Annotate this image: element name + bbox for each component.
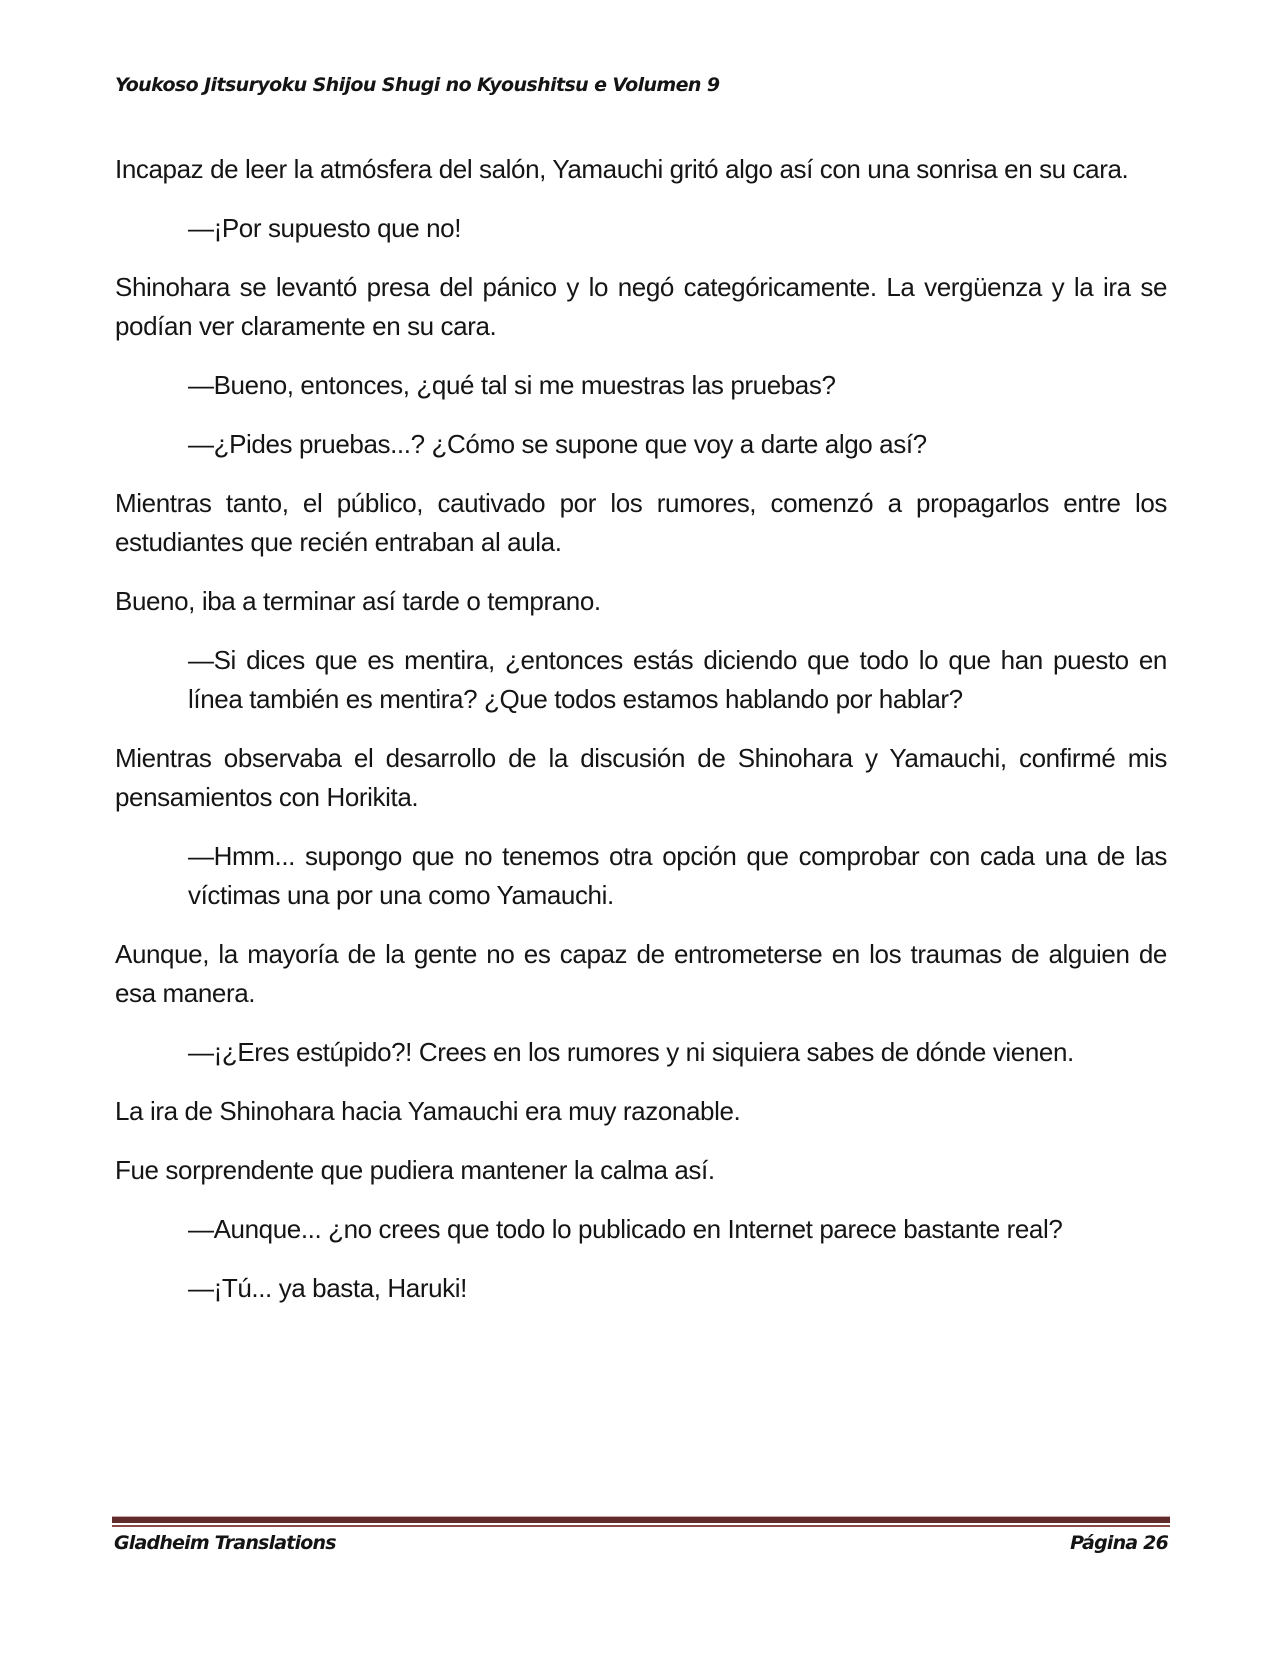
paragraph-narration: Fue sorprendente que pudiera mantener la calma así.	[115, 1155, 715, 1185]
paragraph-narration: La ira de Shinohara hacia Yamauchi era muy razonable.	[115, 1096, 741, 1126]
footer-rule-thin-bottom	[112, 1525, 1170, 1527]
paragraph-dialogue: —Hmm... supongo que no tenemos otra opción que comprobar con cada una de las víctimas una por una como Yamauchi.	[188, 841, 1167, 910]
paragraph-dialogue: —¡Tú... ya basta, Haruki!	[188, 1273, 467, 1303]
running-header: Youkoso Jitsuryoku Shijou Shugi no Kyoushitsu e Volumen 9	[115, 74, 720, 96]
paragraph-narration: Shinohara se levantó presa del pánico y lo negó categóricamente. La vergüenza y la ira se podían ver claramente en su cara.	[115, 272, 1167, 341]
paragraph-dialogue: —Aunque... ¿no crees que todo lo publicado en Internet parece bastante real?	[188, 1214, 1063, 1244]
paragraph-narration: Mientras observaba el desarrollo de la discusión de Shinohara y Yamauchi, confirmé mis pensamientos con Horikita.	[115, 743, 1167, 812]
paragraph-narration: Incapaz de leer la atmósfera del salón, Yamauchi gritó algo así con una sonrisa en su cara.	[115, 154, 1129, 184]
paragraph-dialogue: —Si dices que es mentira, ¿entonces estás diciendo que todo lo que han puesto en línea también es mentira? ¿Que todos estamos hablando por hablar?	[188, 645, 1167, 714]
footer-publisher: Gladheim Translations	[114, 1532, 336, 1554]
paragraph-narration: Aunque, la mayoría de la gente no es capaz de entrometerse en los traumas de alguien de esa manera.	[115, 939, 1167, 1008]
paragraph-dialogue: —Bueno, entonces, ¿qué tal si me muestras las pruebas?	[188, 370, 836, 400]
footer-rule	[112, 1516, 1170, 1528]
paragraph-dialogue: —¿Pides pruebas...? ¿Cómo se supone que voy a darte algo así?	[188, 429, 927, 459]
footer-page-number: Página 26	[1070, 1532, 1168, 1554]
paragraph-narration: Mientras tanto, el público, cautivado por los rumores, comenzó a propagarlos entre los estudiantes que recién entraban al aula.	[115, 488, 1167, 557]
paragraph-dialogue: —¡¿Eres estúpido?! Crees en los rumores y ni siquiera sabes de dónde vienen.	[188, 1037, 1074, 1067]
paragraph-narration: Bueno, iba a terminar así tarde o temprano.	[115, 586, 601, 616]
body-text	[115, 150, 1167, 1328]
paragraph-dialogue: —¡Por supuesto que no!	[188, 213, 462, 243]
